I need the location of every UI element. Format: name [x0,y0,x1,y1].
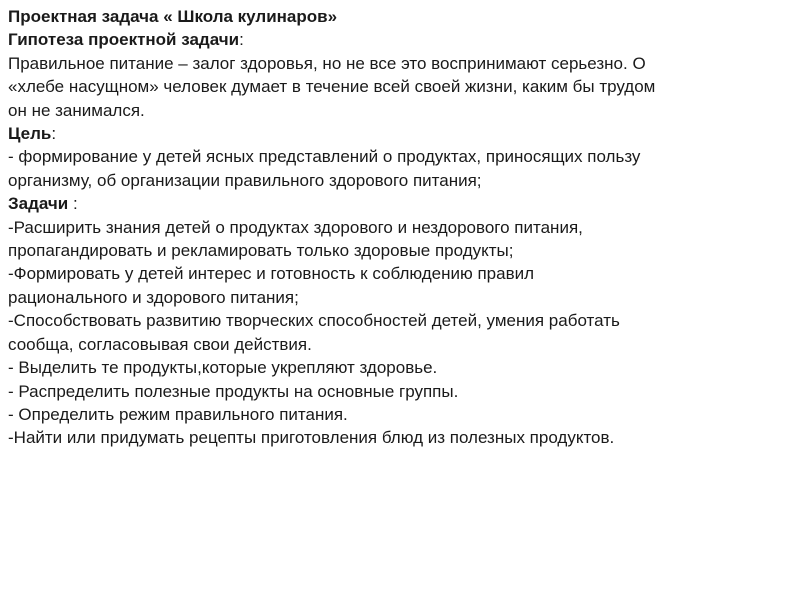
task-line: -Способствовать развитию творческих способностей детей, умения работать [8,311,620,331]
hypothesis-heading: Гипотеза проектной задачи [8,30,240,50]
hypothesis-heading-line [8,28,788,51]
task-line: пропагандировать и рекламировать только здоровые продукты; [8,241,514,261]
goal-heading-line [8,122,788,145]
goal-line: - формирование у детей ясных представлений о продуктах, приносящих пользу [8,147,641,167]
task-line: сообща, согласовывая свои действия. [8,334,312,354]
task-line: -Формировать у детей интерес и готовность к соблюдению правил [8,264,535,284]
goal-colon: : [51,124,57,144]
tasks-heading-line [8,192,788,215]
hypothesis-line: Правильное питание – залог здоровья, но не все это воспринимают серьезно. О [8,53,646,73]
hypothesis-colon: : [239,30,244,50]
document-title: Проектная задача « Школа кулинаров» [8,7,338,26]
task-line: - Выделить те продукты,которые укрепляют здоровье. [8,358,438,378]
hypothesis-line: он не занимался. [8,100,145,120]
task-line: -Расширить знания детей о продуктах здорового и нездорового питания, [8,217,583,237]
tasks-heading: Задачи [8,194,69,214]
task-line: рационального и здорового питания; [8,287,299,307]
tasks-colon: : [68,194,78,214]
task-line: - Распределить полезные продукты на основные группы. [8,381,459,401]
slide-text [8,5,788,450]
task-line: -Найти или придумать рецепты приготовления блюд из полезных продуктов. [8,428,615,448]
goal-heading: Цель [8,124,52,144]
hypothesis-line: «хлебе насущном» человек думает в течение всей своей жизни, каким бы трудом [8,77,656,97]
task-line: - Определить режим правильного питания. [8,404,348,424]
goal-line: организму, об организации правильного здорового питания; [8,170,482,190]
